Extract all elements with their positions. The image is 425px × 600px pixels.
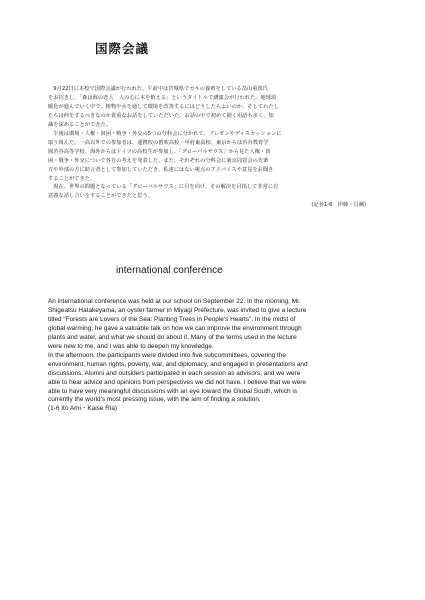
english-body-line: titled "Forests are Lovers of the Sea: Planting Trees in People's Hearts". In the midst of [48, 315, 296, 323]
japanese-body-line: 意義な話し合いをすることができたと思う。 [48, 193, 153, 200]
japanese-body-line: 9月22日に本校で国際会議が行われた。午前中は宮城県でカキの養殖をしている畠山重篤氏 [48, 86, 269, 92]
japanese-article-title: 国際会議 [95, 41, 150, 56]
english-body-line: plants and water, and what we should do about it. Many of the terms used in the lecture [48, 333, 297, 341]
japanese-body-line: 現在、世界の問題となっている「グローバルサウス」に目を向け、その解決を目指して非常に有 [48, 184, 279, 191]
japanese-reporter-signature: (記者1-6 伊藤・貝瀬) [311, 202, 366, 209]
english-body-line: global warming, he gave a valuable talk on how we can improve the environment through [48, 324, 302, 332]
japanese-body-line: 取り組んだ。一高以外での参加者は、連携校の笛吹高校・甲府東高校、東京からは渋谷教育学 [48, 139, 269, 146]
japanese-body-line: 午後は環境・人権・貧困・戦争・外交の5つの分科会に分かれて、プレゼンやディスカッションに [48, 130, 282, 137]
japanese-body-line: 暖化が進んでいく中で、植物や水を通して環境を改善するにはどうしたらよいのか、そしてわたし [48, 103, 279, 110]
english-body-line: In the afternoon, the participants were divided into five subcommittees, covering the [48, 351, 286, 359]
japanese-body-line: をお招きし、「森は海の恋人 人の心に木を植える」というタイトルで講演会が行われた。地球温 [48, 94, 277, 101]
english-article-body [48, 298, 388, 414]
english-body-line: Shigeatsu Hatakeyama, an oyster farmer in Miyagi Prefecture, was invited to give a lecture [48, 306, 307, 314]
english-body-line: were new to me, and I was able to deepen my knowledge. [48, 342, 214, 350]
english-body-line: environment, human rights, poverty, war, and diplomacy, and engaged in presentations and [48, 360, 308, 368]
japanese-article-body [48, 85, 382, 210]
english-body-line: able to have very meaningful discussions with an eye toward the Global South, which is [48, 387, 298, 395]
english-body-line: able to hear advice and opinions from perspectives we did not have. I believe that we were [48, 378, 307, 386]
japanese-body-line: 園渋谷高等学校、海外からはドイツの高校生が参加し、「グローバルサウス」から見た人権・貧 [48, 148, 271, 155]
japanese-body-line: 識を深めることができた。 [48, 121, 111, 128]
japanese-body-line: 方や外部の方に助言者として参加していただき、私達にはない視点のアドバイスや意見をお聞き [48, 166, 274, 173]
english-body-line: currently the world's most pressing issue, with the aim of finding a solution. [48, 396, 261, 404]
english-reporter-signature: (1-6 Ito Ami・Kaise Ria) [48, 405, 118, 413]
japanese-body-line: 困・戦争・外交について各自の考えを発表した。また、それぞれの分科会に東京同窓会の先輩 [48, 157, 269, 164]
japanese-body-line: たちは何をするべきなのか貴重なお話をしていただいた。お話の中で初めて聞く用語も多く、知 [48, 112, 274, 119]
japanese-body-line: することができた。 [48, 175, 96, 182]
english-body-line: discussions. Alumni and outsiders participated in each session as advisors, and we were [48, 369, 301, 377]
english-body-line: An international conference was held at our school on September 22. In the morning, Mr. [48, 298, 301, 305]
english-article-title: international conference [116, 265, 223, 276]
